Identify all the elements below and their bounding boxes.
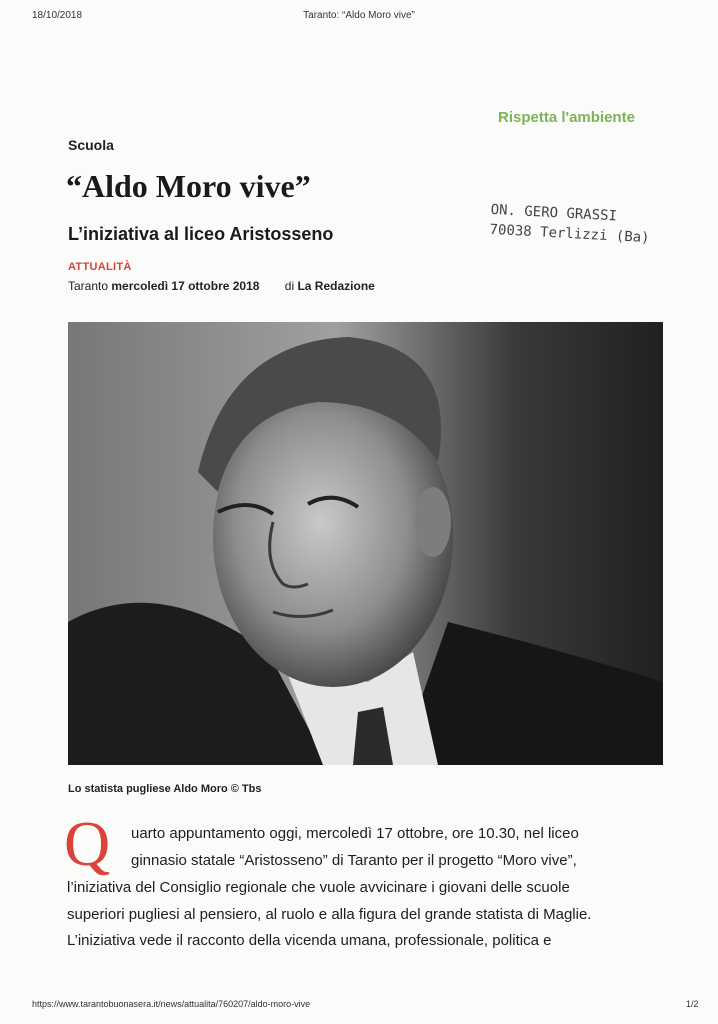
meta-date: mercoledì 17 ottobre 2018 [111, 279, 260, 293]
print-page-title: Taranto: “Aldo Moro vive” [303, 10, 415, 21]
address-stamp [489, 200, 651, 249]
category-label[interactable]: ATTUALITÀ [68, 261, 132, 273]
meta-author[interactable]: La Redazione [297, 279, 375, 293]
section-label[interactable]: Scuola [68, 137, 114, 153]
meta-by-prefix: di [284, 279, 295, 293]
article-subheadline: L’iniziativa al liceo Aristosseno [68, 224, 334, 244]
body-line: superiori pugliesi al pensiero, al ruolo e alla figura del grande statista di Maglie. [67, 906, 592, 923]
body-line: uarto appuntamento oggi, mercoledì 17 ottobre, ore 10.30, nel liceo [131, 825, 579, 842]
print-date: 18/10/2018 [32, 10, 83, 21]
page-number: 1/2 [686, 999, 699, 1009]
body-line: ginnasio statale “Aristosseno” di Taranto per il progetto “Moro vive”, [131, 852, 577, 869]
article-headline: “Aldo Moro vive” [66, 168, 311, 204]
body-line: l’iniziativa del Consiglio regionale che vuole avvicinare i giovani delle scuole [67, 879, 570, 896]
meta-location: Taranto [68, 279, 109, 293]
stamp-address: 70038 Terlizzi (Ba) [489, 222, 650, 247]
print-url: https://www.tarantobuonasera.it/news/attualita/760207/aldo-moro-vive [32, 999, 311, 1009]
article-photo [68, 322, 663, 765]
stamp-name: ON. GERO GRASSI [490, 201, 618, 225]
photo-caption: Lo statista pugliese Aldo Moro © Tbs [68, 783, 262, 795]
body-line: L’iniziativa vede il racconto della vicenda umana, professionale, politica e [67, 932, 552, 949]
environment-badge: Rispetta l'ambiente [498, 109, 635, 126]
portrait-illustration [68, 322, 663, 765]
drop-cap: Q [64, 808, 111, 879]
article-meta [68, 279, 375, 293]
